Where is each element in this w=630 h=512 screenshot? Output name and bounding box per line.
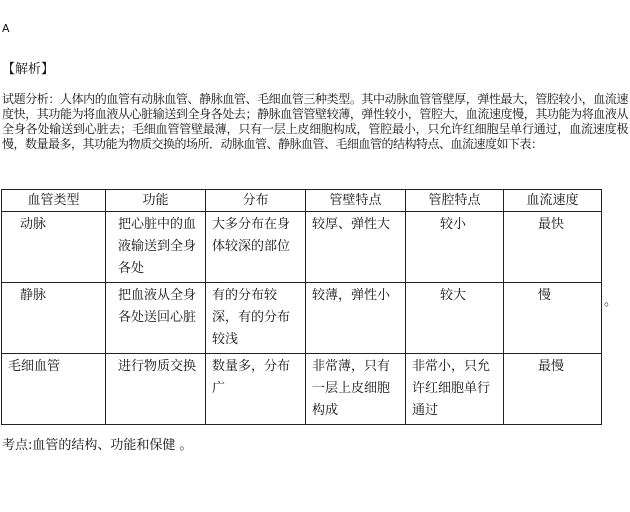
cell-flow-speed: 最慢 [504, 354, 602, 425]
cell-distribution: 大多分布在身体较深的部位 [206, 212, 306, 283]
cell-flow-speed: 最快 [504, 212, 602, 283]
blood-vessel-table [1, 189, 602, 425]
cell-wall-features: 非常薄，只有一层上皮细胞构成 [306, 354, 406, 425]
analysis-paragraph: 试题分析：人体内的血管有动脉血管、静脉血管、毛细血管三种类型。其中动脉血管管壁厚，弹性最大，管腔较小，血流速度快，其功能为将血液从心脏输送到全身各处去；静脉血管管壁较薄，弹性较小，管腔大，血流速度慢，其功能为将血液从全身各处输送到心脏去；毛细血管管壁最薄，只有一层上皮细胞构成，管腔最小，只允许红细胞呈单行通过，血流速度极慢，数量最多，其功能为物质交换的场所．动脉血管、静脉血管、毛细血管的结构特点、血流速度如下表： [2, 92, 628, 151]
cell-vessel-type: 动脉 [2, 212, 106, 283]
cell-lumen-features: 较大 [406, 283, 504, 354]
cell-vessel-type: 静脉 [2, 283, 106, 354]
analysis-heading: 【解析】 [2, 62, 55, 77]
cell-function: 进行物质交换 [106, 354, 206, 425]
header-distribution: 分布 [206, 190, 306, 212]
trailing-period: 。 [604, 294, 618, 309]
cell-wall-features: 较薄，弹性小 [306, 283, 406, 354]
cell-function: 把血液从全身各处送回心脏 [106, 283, 206, 354]
header-vessel-type: 血管类型 [2, 190, 106, 212]
cell-wall-features: 较厚、弹性大 [306, 212, 406, 283]
header-lumen-features: 管腔特点 [406, 190, 504, 212]
cell-lumen-features: 较小 [406, 212, 504, 283]
header-flow-speed: 血流速度 [504, 190, 602, 212]
cell-distribution: 数量多，分布广 [206, 354, 306, 425]
cell-vessel-type: 毛细血管 [2, 354, 106, 425]
cell-flow-speed: 慢 [504, 283, 602, 354]
header-function: 功能 [106, 190, 206, 212]
answer-label: A [2, 22, 10, 35]
table-row [2, 212, 602, 283]
cell-distribution: 有的分布较深，有的分布较浅 [206, 283, 306, 354]
table-row [2, 354, 602, 425]
cell-lumen-features: 非常小，只允许红细胞单行通过 [406, 354, 504, 425]
cell-function: 把心脏中的血液输送到全身各处 [106, 212, 206, 283]
table-row [2, 283, 602, 354]
topic-footer: 考点:血管的结构、功能和保健 。 [2, 438, 193, 453]
table-header-row [2, 190, 602, 212]
header-wall-features: 管壁特点 [306, 190, 406, 212]
